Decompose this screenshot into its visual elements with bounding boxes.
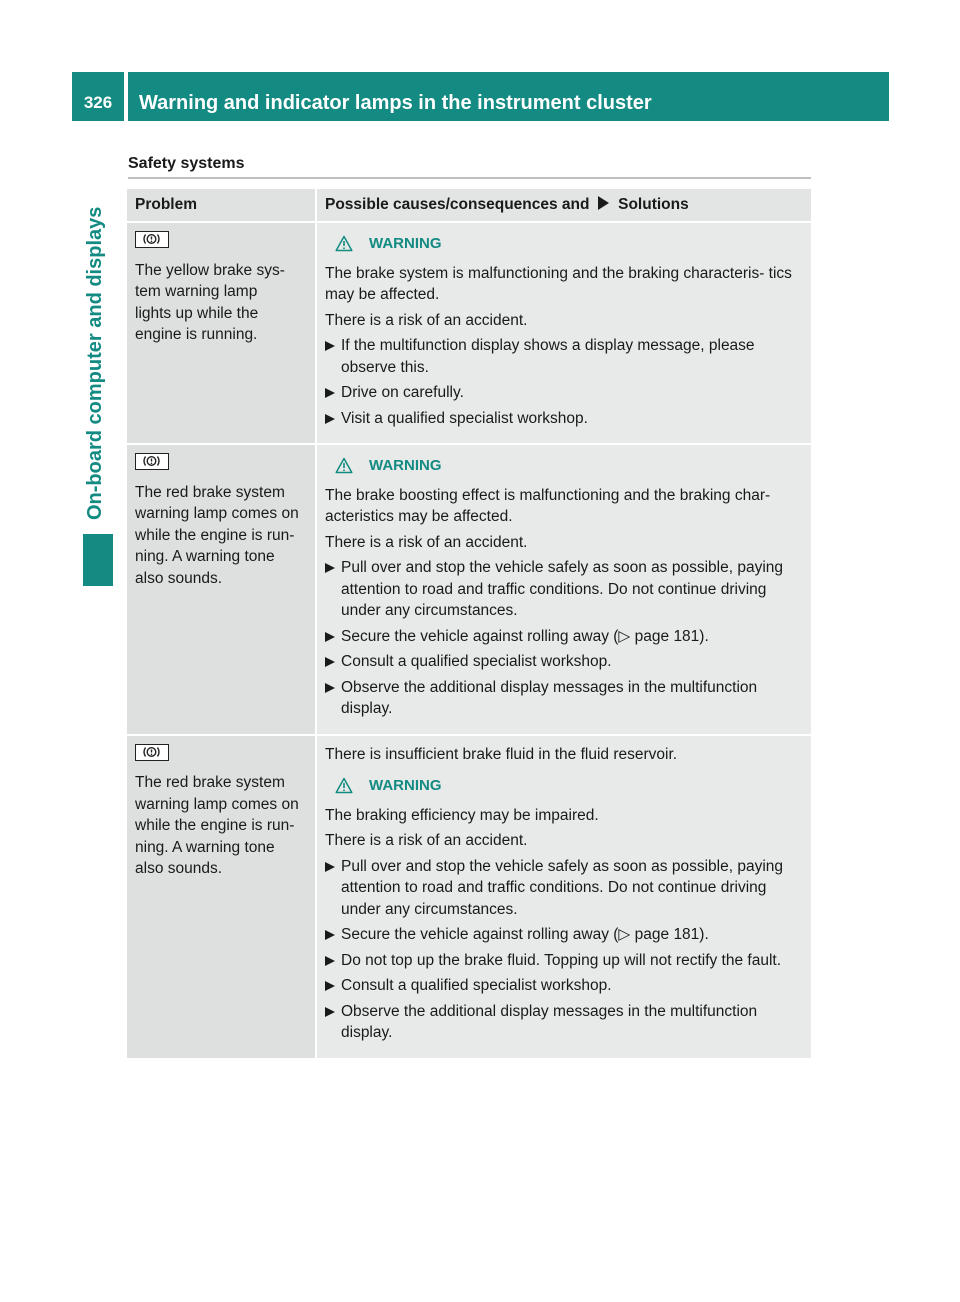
step-text: Secure the vehicle against rolling away (▷ page 181). — [341, 926, 709, 943]
problem-cell — [127, 444, 316, 735]
step-text: Secure the vehicle against rolling away (▷ page 181). — [341, 627, 709, 645]
solution-step — [325, 856, 803, 921]
risk-text: There is a risk of an accident. — [325, 533, 528, 551]
problem-line: while the engine is run- — [135, 817, 295, 834]
column-header-solutions — [316, 189, 811, 222]
warning-heading — [325, 233, 803, 255]
step-arrow-icon — [325, 930, 335, 940]
warning-label: WARNING — [369, 457, 442, 474]
solution-step — [325, 382, 803, 404]
warning-triangle-icon — [335, 777, 353, 794]
side-tab — [72, 128, 124, 586]
step-text: If the multifunction display shows a display message, please observe this. — [341, 337, 755, 376]
solution-step — [325, 924, 803, 946]
warning-heading — [325, 455, 803, 477]
step-arrow-icon — [325, 1007, 335, 1017]
warning-triangle-icon — [335, 235, 353, 252]
problem-line: The red brake system — [135, 483, 285, 501]
step-arrow-icon — [325, 981, 335, 991]
step-text: Pull over and stop the vehicle safely as soon as possible, paying attention to road and traffic conditions. Do not continue driving under any circumstances. — [341, 559, 784, 619]
step-arrow-icon — [325, 563, 335, 573]
solution-cell — [316, 735, 811, 1058]
step-arrow-icon — [325, 632, 335, 642]
side-tab-marker — [83, 534, 113, 586]
warning-text: The braking efficiency may be impaired. — [325, 806, 599, 824]
solution-step — [325, 975, 803, 997]
page-title: Warning and indicator lamps in the instrument cluster — [128, 72, 889, 121]
column-header-problem: Problem — [127, 189, 316, 222]
safety-table — [127, 189, 811, 1058]
solution-step — [325, 677, 803, 720]
warning-text: The brake system is malfunctioning and the braking characteris- tics may be affected. — [325, 264, 792, 303]
step-arrow-icon — [325, 388, 335, 398]
problem-line: lights up while the — [135, 304, 259, 322]
page-number: 326 — [72, 72, 124, 121]
problem-line: warning lamp comes on — [135, 795, 299, 813]
section-title: Safety systems — [128, 155, 245, 172]
problem-line: The red brake system — [135, 774, 285, 791]
table-header-row — [127, 189, 811, 222]
brake-warning-lamp-icon — [135, 453, 169, 470]
solution-cell — [316, 444, 811, 735]
step-text: Consult a qualified specialist workshop. — [341, 977, 612, 994]
problem-line: The yellow brake sys- — [135, 261, 285, 279]
warning-text: The brake boosting effect is malfunctioning and the braking char- acteristics may be affected. — [325, 486, 771, 525]
problem-line: warning lamp comes on — [135, 505, 299, 522]
problem-line: ning. A warning tone — [135, 838, 275, 856]
table-row — [127, 444, 811, 735]
problem-line: tem warning lamp — [135, 283, 258, 300]
step-arrow-icon — [325, 657, 335, 667]
step-arrow-icon — [325, 683, 335, 693]
brake-warning-lamp-icon — [135, 231, 169, 248]
risk-text: There is a risk of an accident. — [325, 832, 528, 849]
problem-line: engine is running. — [135, 326, 258, 343]
warning-triangle-icon — [335, 457, 353, 474]
section-divider — [128, 177, 811, 179]
warning-label: WARNING — [369, 777, 442, 794]
step-arrow-icon — [325, 341, 335, 351]
solution-step — [325, 557, 803, 622]
table-row — [127, 735, 811, 1058]
cause-text: There is insufficient brake fluid in the fluid reservoir. — [325, 745, 678, 763]
problem-cell — [127, 735, 316, 1058]
brake-warning-lamp-icon — [135, 744, 169, 761]
solution-step — [325, 651, 803, 673]
step-text: Visit a qualified specialist workshop. — [341, 409, 588, 427]
column-header-solutions-suffix: Solutions — [618, 196, 689, 213]
solution-step — [325, 335, 803, 378]
problem-line: also sounds. — [135, 569, 223, 587]
table-row — [127, 222, 811, 444]
solution-cell — [316, 222, 811, 444]
step-text: Do not top up the brake fluid. Topping up will not rectify the fault. — [341, 951, 782, 969]
solution-step — [325, 950, 803, 972]
warning-heading — [325, 775, 803, 797]
solution-step — [325, 626, 803, 648]
step-text: Drive on carefully. — [341, 384, 464, 401]
step-text: Observe the additional display messages in the multifunction display. — [341, 678, 758, 717]
solution-step — [325, 1001, 803, 1044]
side-tab-label: On-board computer and displays — [84, 206, 106, 520]
problem-cell — [127, 222, 316, 444]
problem-line: also sounds. — [135, 860, 223, 877]
problem-line: ning. A warning tone — [135, 548, 275, 565]
step-text: Observe the additional display messages in the multifunction display. — [341, 1002, 758, 1041]
play-arrow-icon — [598, 196, 609, 210]
step-arrow-icon — [325, 862, 335, 872]
solution-step — [325, 408, 803, 430]
warning-label: WARNING — [369, 235, 442, 252]
problem-line: while the engine is run- — [135, 526, 295, 544]
step-arrow-icon — [325, 414, 335, 424]
page-header — [72, 72, 889, 121]
step-arrow-icon — [325, 956, 335, 966]
risk-text: There is a risk of an accident. — [325, 311, 528, 329]
column-header-solutions-prefix: Possible causes/consequences and — [325, 196, 590, 213]
step-text: Consult a qualified specialist workshop. — [341, 653, 612, 670]
step-text: Pull over and stop the vehicle safely as soon as possible, paying attention to road and traffic conditions. Do not continue driving under any circumstances. — [341, 857, 784, 918]
